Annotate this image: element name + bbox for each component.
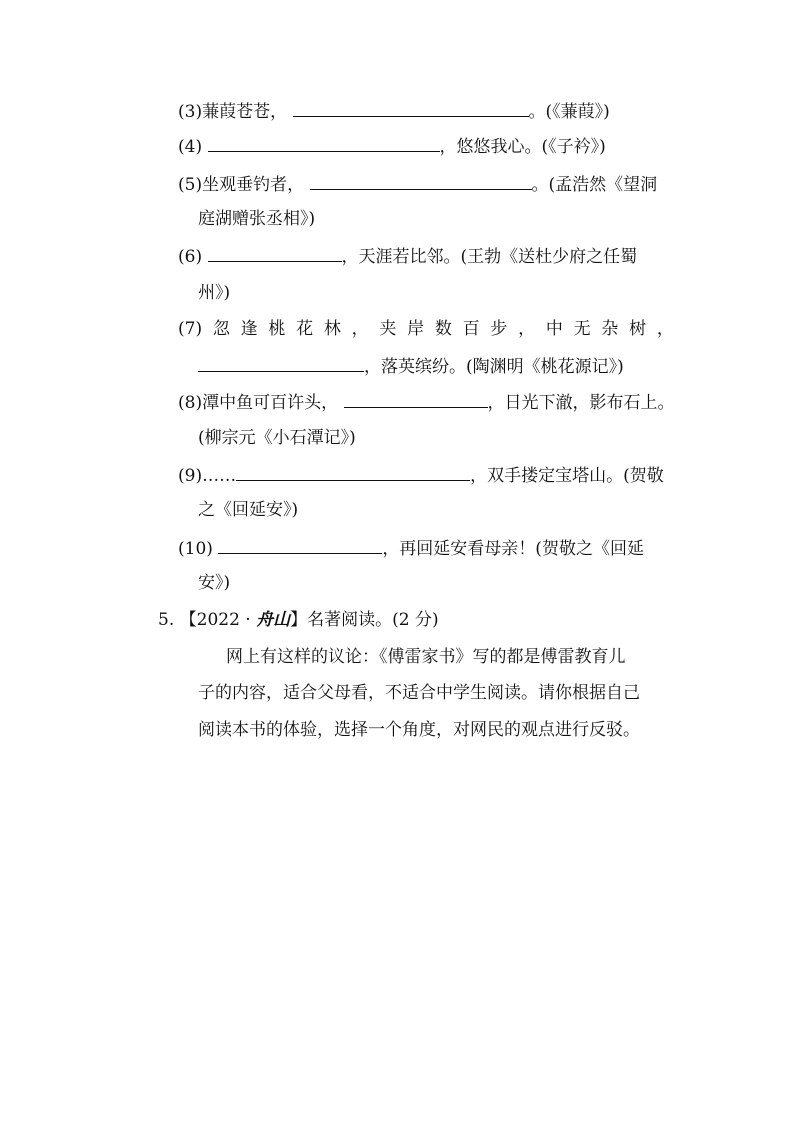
answer-blank[interactable]: [208, 133, 440, 152]
item-number: (10): [178, 539, 213, 559]
item-7-char: 步: [490, 319, 508, 339]
item-text: 。(《蒹葭》): [528, 102, 610, 122]
item-3: [178, 98, 610, 124]
item-text: ，落英缤纷。(陶渊明《桃花源记》): [364, 357, 624, 377]
answer-blank[interactable]: [236, 462, 470, 481]
item-4: [178, 133, 606, 159]
item-text: ，日光下澈，影布石上。: [487, 393, 675, 413]
item-5: [178, 171, 657, 197]
item-7-char: 中: [545, 319, 563, 339]
item-7-char: 夹: [379, 319, 397, 339]
item-text: ，双手搂定宝塔山。(贺敬: [470, 466, 664, 486]
item-7-char: ，: [518, 319, 536, 339]
item-7-char: 杂: [601, 319, 619, 339]
item-number: (7): [178, 319, 203, 339]
source-close: 】: [290, 610, 308, 630]
item-7-char: ，: [656, 319, 674, 339]
item-text: 蒹葭苍苍，: [202, 102, 288, 122]
question-paragraph-line: 阅读本书的体验，选择一个角度，对网民的观点进行反驳。: [198, 720, 640, 740]
item-7-char: 岸: [407, 319, 425, 339]
source-place: 舟山: [256, 610, 291, 630]
item-7-char: 百: [462, 319, 480, 339]
answer-blank[interactable]: [293, 98, 529, 117]
item-7-char: 忽: [212, 319, 230, 339]
answer-blank[interactable]: [218, 535, 382, 554]
source-open: 【2022 ·: [179, 610, 257, 630]
item-7: [178, 317, 674, 341]
item-7-char: ，: [351, 319, 369, 339]
item-text: ，天涯若比邻。(王勃《送杜少府之任蜀: [341, 247, 638, 267]
item-9: [178, 462, 664, 488]
item-number: (4): [178, 137, 203, 157]
item-number: (9): [178, 466, 203, 486]
item-text: 潭中鱼可百许头，: [202, 393, 339, 413]
item-5-continuation: 庭湖赠张丞相》): [198, 209, 316, 229]
item-7-char: 数: [434, 319, 452, 339]
item-6: [178, 243, 637, 269]
item-7-char: 树: [629, 319, 647, 339]
item-10: [178, 535, 644, 561]
item-number: (8): [178, 393, 203, 413]
item-7-char: 花: [296, 319, 314, 339]
item-7-char: 无: [573, 319, 591, 339]
item-text: ，悠悠我心。(《子衿》): [439, 137, 606, 157]
item-8-continuation: (柳宗元《小石潭记》): [198, 428, 356, 448]
item-7-char: 逢: [240, 319, 258, 339]
question-number: 5.: [158, 610, 175, 630]
question-paragraph-line: 网上有这样的议论：《傅雷家书》写的都是傅雷教育儿: [226, 647, 626, 667]
item-text: 坐观垂钓者，: [202, 175, 305, 195]
item-number: (3): [178, 102, 203, 122]
question-paragraph-line: 子的内容，适合父母看，不适合中学生阅读。请你根据自己: [198, 683, 640, 703]
item-number: (5): [178, 175, 203, 195]
answer-blank[interactable]: [344, 389, 488, 408]
item-9-continuation: 之《回延安》): [198, 500, 299, 520]
item-7-char: 林: [323, 319, 341, 339]
item-8: [178, 389, 675, 415]
question-5-header: [158, 608, 439, 632]
item-7-continuation: [198, 353, 624, 379]
answer-blank[interactable]: [208, 243, 342, 262]
item-10-continuation: 安》): [198, 573, 231, 593]
item-text: ……: [202, 466, 237, 486]
question-title: 名著阅读。(2 分): [307, 610, 439, 630]
item-7-char: 桃: [268, 319, 286, 339]
item-text: 。(孟浩然《望洞: [531, 175, 658, 195]
item-text: ，再回延安看母亲！(贺敬之《回延: [382, 539, 644, 559]
item-6-continuation: 州》): [198, 283, 231, 303]
answer-blank[interactable]: [310, 171, 532, 190]
item-number: (6): [178, 247, 203, 267]
answer-blank[interactable]: [198, 353, 364, 372]
